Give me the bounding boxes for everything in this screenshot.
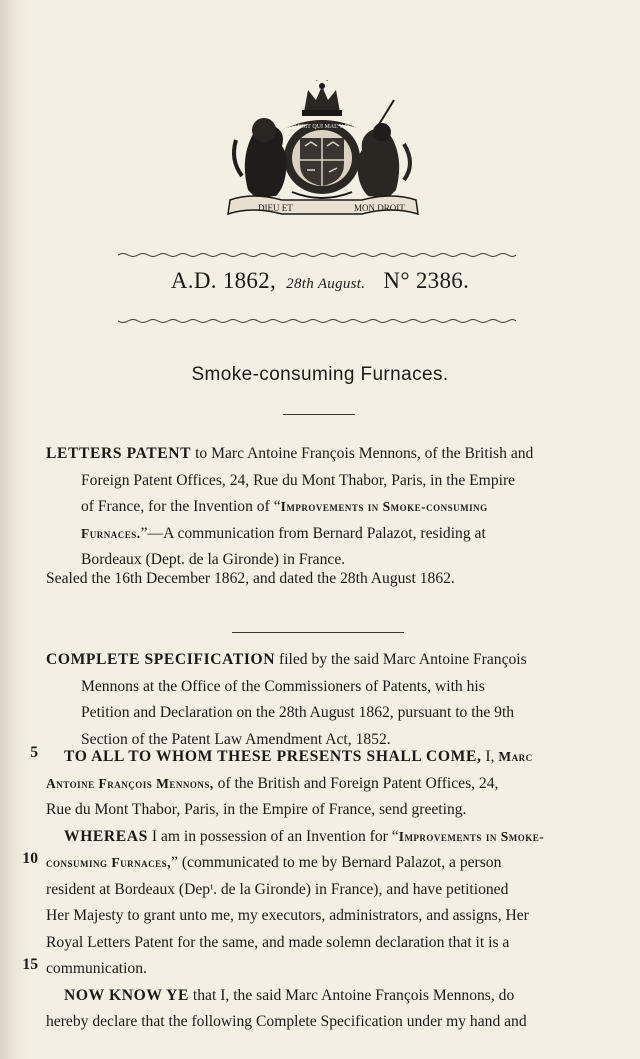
letters-patent-paragraph [46,441,596,574]
document-title: Smoke-consuming Furnaces. [191,364,449,385]
garter-motto: HONI SOIT QUI MAL Y PENSE [281,124,363,130]
garter-shield-icon [281,122,363,194]
complete-spec-line4: Section of the Patent Law Amendment Act, 1852. [81,730,391,748]
presents-clause: TO ALL TO WHOM THESE PRESENTS SHALL COME, [64,748,482,765]
letters-patent-lead: LETTERS PATENT [46,445,192,462]
divider-2 [232,632,404,633]
ornamental-rule-top [118,252,516,258]
letters-patent-line4: Furnaces.”—A communication from Bernard Palazot, residing at [81,524,486,542]
specification-body: TO ALL TO WHOM THESE PRESENTS SHALL COME, I, Marc Antoine François Mennons, of the British and Foreign Patent Offices, 24, Rue du Mont Thabor, Paris, in the Empire of France, send greeting. WHEREAS I am in possession of an Invention for “Improvements in Smoke- consuming Furnaces,” (communicated to me by Bernard Palazot, a person resident at Bordeaux (Depᵗ. de la Gironde) in France), and have petitioned Her Majesty to grant unto me, my executors, administrators, and assigns, Her Royal Letters Patent for the same, and made solemn declaration that it is a communication. NOW KNOW YE that I, the said Marc Antoine François Mennons, do hereby declare that the following Complete Specification under my hand and [46,748,545,1030]
invention-title-part1: Improvements in Smoke-consuming [280,499,488,514]
body-line6: resident at Bordeaux (Depᵗ. de la Gironde) in France), and have petitioned [46,880,509,898]
motto-left: DIEU ET [258,203,293,213]
letters-patent-line1: to Marc Antoine François Mennons, of the British and [195,445,534,462]
complete-spec-line2: Mennons at the Office of the Commissioners of Patents, with his [81,677,485,695]
complete-spec-line3: Petition and Declaration on the 28th August 1862, pursuant to the 9th [81,704,515,721]
complete-specification-paragraph [46,647,596,753]
body-line8: Royal Letters Patent for the same, and made solemn declaration that it is a [46,933,510,951]
lion-supporter-icon [234,118,287,198]
body-line11: hereby declare that the following Complete Specification under my hand and [46,1013,527,1030]
sealed-statement: Sealed the 16th December 1862, and dated the 28th August 1862. [46,570,455,587]
patent-year: A.D. 1862, [170,268,277,293]
royal-coat-of-arms [212,80,432,218]
invention-title-part2: Furnaces. [81,525,141,541]
complete-spec-lead: COMPLETE SPECIFICATION [46,651,276,668]
complete-spec-line1: filed by the said Marc Antoine François [279,651,527,668]
line-number-15: 15 [22,956,38,973]
date-month: August. [317,276,366,292]
letters-patent-line2: Foreign Patent Offices, 24, Rue du Mont Thabor, Paris, in the Empire [81,471,516,489]
body-line3: Rue du Mont Thabor, Paris, in the Empire of France, send greeting. [46,801,467,818]
letters-patent-line5: Bordeaux (Dept. de la Gironde) in France. [81,551,346,568]
line-number-5: 5 [30,744,38,761]
now-know-ye-clause: NOW KNOW YE [64,986,190,1004]
date-day: 28th [286,276,315,292]
patent-date [286,276,365,292]
ornamental-rule-bottom [118,318,516,324]
letters-patent-line3: of France, for the Invention of “Improvements in Smoke-consuming [81,498,488,515]
motto-right: MON DROIT [354,203,405,213]
inventor-name-part2: Antoine François Mennons, [46,775,214,791]
patent-header [0,268,640,294]
unicorn-supporter-icon [358,100,411,198]
body-line7: Her Majesty to grant unto me, my executors, administrators, and assigns, Her [46,907,529,924]
patent-number: N° 2386. [383,268,470,293]
inventor-name-part1: Marc [498,749,533,764]
body-line9: communication. [46,960,147,977]
divider-1 [283,414,355,415]
crown-icon [302,80,342,116]
whereas-clause: WHEREAS [64,827,148,845]
line-number-10: 10 [22,850,38,867]
